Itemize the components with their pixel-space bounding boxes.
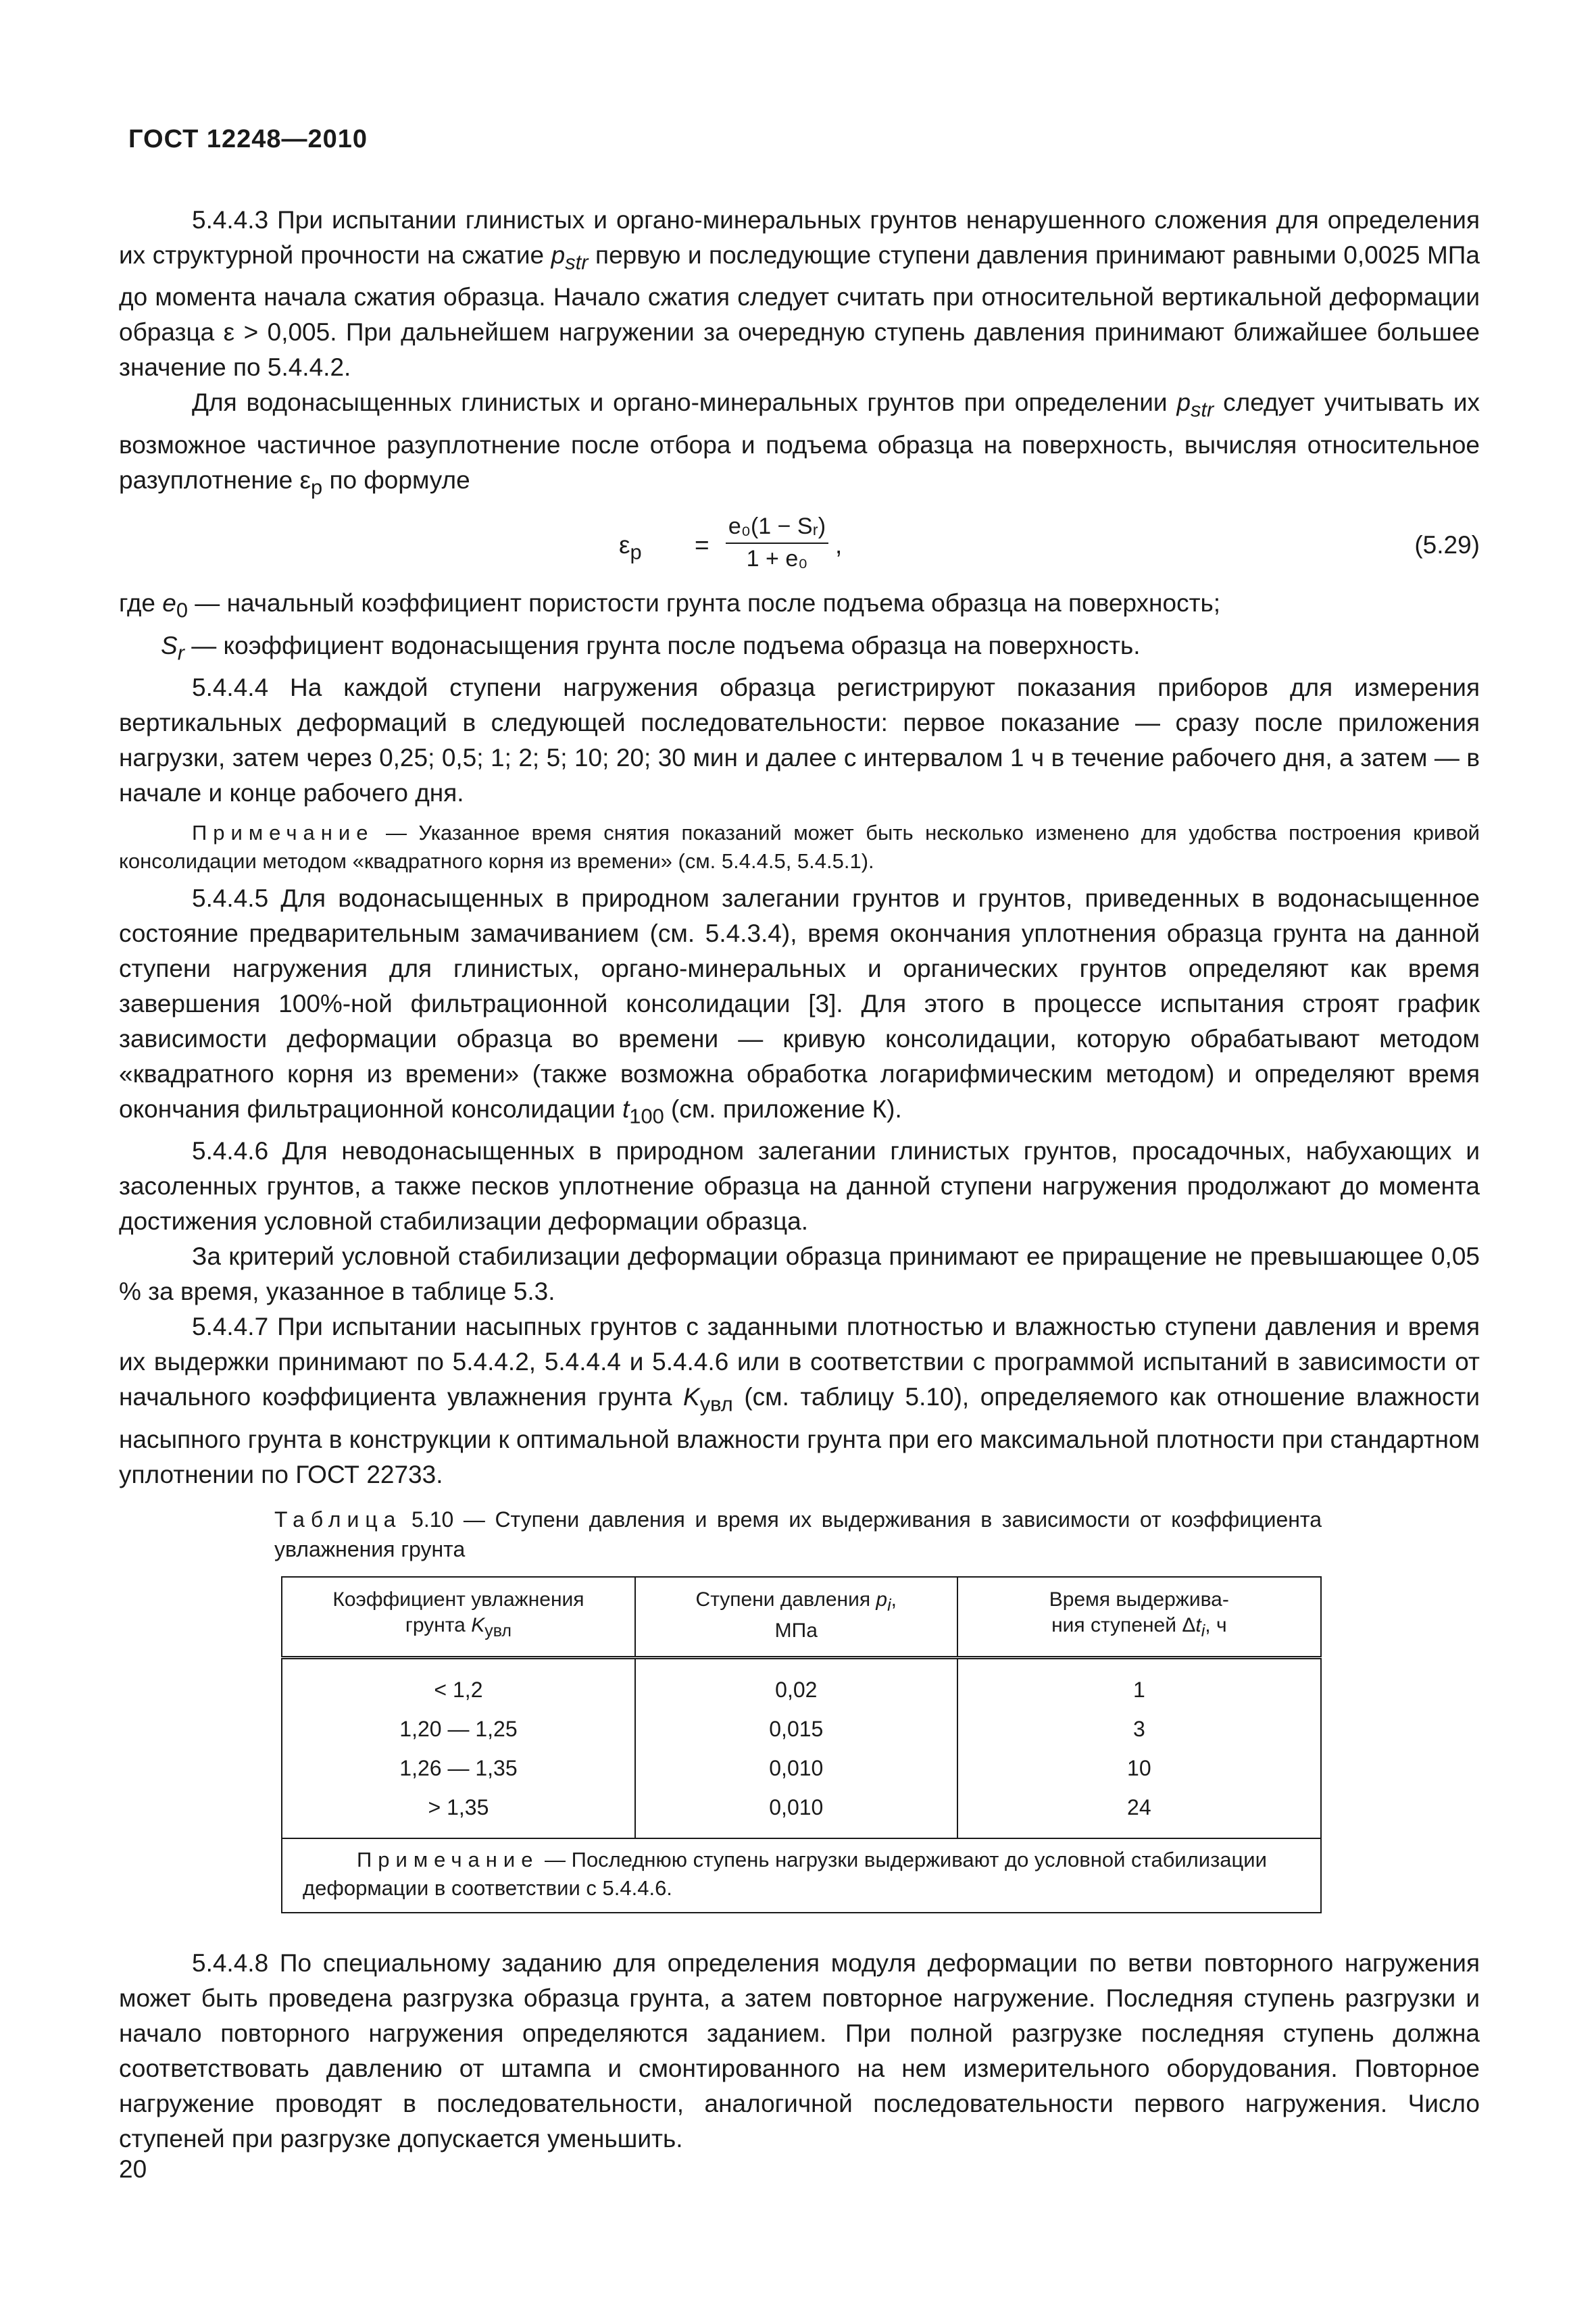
formula-lhs: $\varepsilon_p$ xyxy=(619,531,642,564)
table-row xyxy=(282,1657,1321,1709)
document-header: ГОСТ 12248—2010 xyxy=(128,125,368,153)
paragraph-5-4-4-7: 5.4.4.7 При испытании насыпных грунтов с заданными плотностью и влажностью ступени давления и время их выдержки принимают по 5.4.4.2, 5.4.4.4 и 5.4.4.6 или в соответствии с программой испытаний в зависимости от начального коэффициента увлажнения грунта $K_{увл}$ (см. таблицу 5.10), определяемого как отношение влажности насыпного грунта в конструкции к оптимальной влажности грунта при его максимальной плотности при стандартном уплотнении по ГОСТ 22733. xyxy=(119,1313,1480,1488)
definition-e0: где $e_0$ — начальный коэффициент пористости грунта после подъема образца на поверхность; xyxy=(119,589,1221,622)
table-row xyxy=(282,1709,1321,1749)
table-caption: Таблица 5.10 — Ступени давления и время их выдерживания в зависимости от коэффициента увлажнения грунта xyxy=(274,1507,1322,1561)
formula-number: (5.29) xyxy=(1414,531,1480,559)
paragraph-5-4-4-5: 5.4.4.5 Для водонасыщенных в природном залегании грунтов и грунтов, приведенных в водонасыщенное состояние предварительным замачиванием (см. 5.4.3.4), время окончания уплотнения образца грунта на данной ступени нагружения для глинистых, органо-минеральных и органических грунтов определяют как время завершения 100%-ной фильтрационной консолидации [3]. Для этого в процессе испытания строят график зависимости деформации образца во времени — кривую консолидации, которую обрабатывают методом «квадратного корня из времени» (также возможна обработка логарифмическим методом) и определяют время окончания фильтрационной консолидации $t_{100}$ (см. приложение К). xyxy=(119,884,1480,1128)
paragraph-stabilization-criterion: За критерий условной стабилизации деформации образца принимают ее приращение не превышающее 0,05 % за время, указанное в таблице 5.3. xyxy=(119,1242,1480,1306)
table-cell: 10 xyxy=(957,1749,1321,1788)
table-label: Таблица xyxy=(274,1507,402,1532)
column-header-pressure-steps: Ступени давления $p_i$, МПа xyxy=(635,1577,957,1658)
table-cell: 1,20 — 1,25 xyxy=(282,1709,635,1749)
formula-numerator: e₀(1 − Sᵣ) xyxy=(726,511,828,544)
paragraph-5-4-4-6: 5.4.4.6 Для неводонасыщенных в природном залегании глинистых грунтов, просадочных, набухающих и засоленных грунтов, а также песков уплотнение образца на данной ступени нагружения продолжают до момента достижения условной стабилизации деформации образца. xyxy=(119,1137,1480,1236)
column-header-moisture-coefficient: Коэффициент увлажнения грунта $K_{увл}$ xyxy=(282,1577,635,1658)
paragraph-5-4-4-3: 5.4.4.3 При испытании глинистых и органо-минеральных грунтов ненарушенного сложения для определения их структурной прочности на сжатие $p_{str}$ первую и последующие ступени давления принимают равными 0,0025 МПа до момента начала сжатия образца. Начало сжатия следует считать при относительной вертикальной деформации образца ε > 0,005. При дальнейшем нагружении за очередную ступень давления принимают ближайшее большее значение по 5.4.4.2. xyxy=(119,206,1480,382)
table-cell: 24 xyxy=(957,1788,1321,1838)
table-cell: 0,02 xyxy=(635,1657,957,1709)
note-label: Примечание xyxy=(192,820,374,845)
formula-equals: = xyxy=(695,531,709,559)
table-cell: 1 xyxy=(957,1657,1321,1709)
table-cell: 0,010 xyxy=(635,1788,957,1838)
table-cell: < 1,2 xyxy=(282,1657,635,1709)
formula-5-29 xyxy=(119,511,1480,582)
document-body xyxy=(119,203,1480,2157)
paragraph-5-4-4-8: 5.4.4.8 По специальному заданию для определения модуля деформации по ветви повторного нагружения может быть проведена разгрузка образца грунта, а затем повторное нагружение. Последняя ступень разгрузки и начало повторного нагружения определяются заданием. При полной разгрузке последняя ступень должна соответствовать давлению от штампа и смонтированного на нем измерительного оборудования. Повторное нагружение проводят в последовательности, аналогичной последовательности первого нагружения. Число ступеней при разгрузке допускается уменьшить. xyxy=(119,1948,1480,2153)
paragraph-water-saturated: Для водонасыщенных глинистых и органо-минеральных грунтов при определении $p_{str}$ следует учитывать их возможное частичное разуплотнение после отбора и подъема образца на поверхность, вычисляя относительное разуплотнение $\varepsilon_p$ по формуле xyxy=(119,388,1480,499)
formula-comma: , xyxy=(835,531,843,559)
definition-sr: $S_r$ — коэффициент водонасыщения грунта после подъема образца на поверхность. xyxy=(161,631,1141,664)
formula-denominator: 1 + e₀ xyxy=(746,546,808,572)
page-number: 20 xyxy=(119,2155,147,2183)
note-reading-time: Примечание — Указанное время снятия показаний может быть несколько изменено для удобства построения кривой консолидации методом «квадратного корня из времени» (см. 5.4.4.5, 5.4.5.1). xyxy=(119,820,1480,873)
formula-definitions xyxy=(119,586,1480,670)
table-cell: 3 xyxy=(957,1709,1321,1749)
table-row xyxy=(282,1749,1321,1788)
formula-fraction xyxy=(726,511,828,574)
table-5-10 xyxy=(281,1576,1322,1913)
table-cell: 0,015 xyxy=(635,1709,957,1749)
table-note-label: Примечание xyxy=(357,1847,539,1871)
table-cell: > 1,35 xyxy=(282,1788,635,1838)
table-note: Примечание — Последнюю ступень нагрузки выдерживают до условной стабилизации деформации в соответствии с 5.4.4.6. xyxy=(282,1838,1321,1913)
table-cell: 1,26 — 1,35 xyxy=(282,1749,635,1788)
table-row xyxy=(282,1788,1321,1838)
table-cell: 0,010 xyxy=(635,1749,957,1788)
column-header-holding-time: Время выдержива- ния ступеней $\Delta t_i$, ч xyxy=(957,1577,1321,1658)
paragraph-5-4-4-4: 5.4.4.4 На каждой ступени нагружения образца регистрируют показания приборов для измерения вертикальных деформаций в следующей последовательности: первое показание — сразу после приложения нагрузки, затем через 0,25; 0,5; 1; 2; 5; 10; 20; 30 мин и далее с интервалом 1 ч в течение рабочего дня, а затем — в начале и конце рабочего дня. xyxy=(119,673,1480,807)
